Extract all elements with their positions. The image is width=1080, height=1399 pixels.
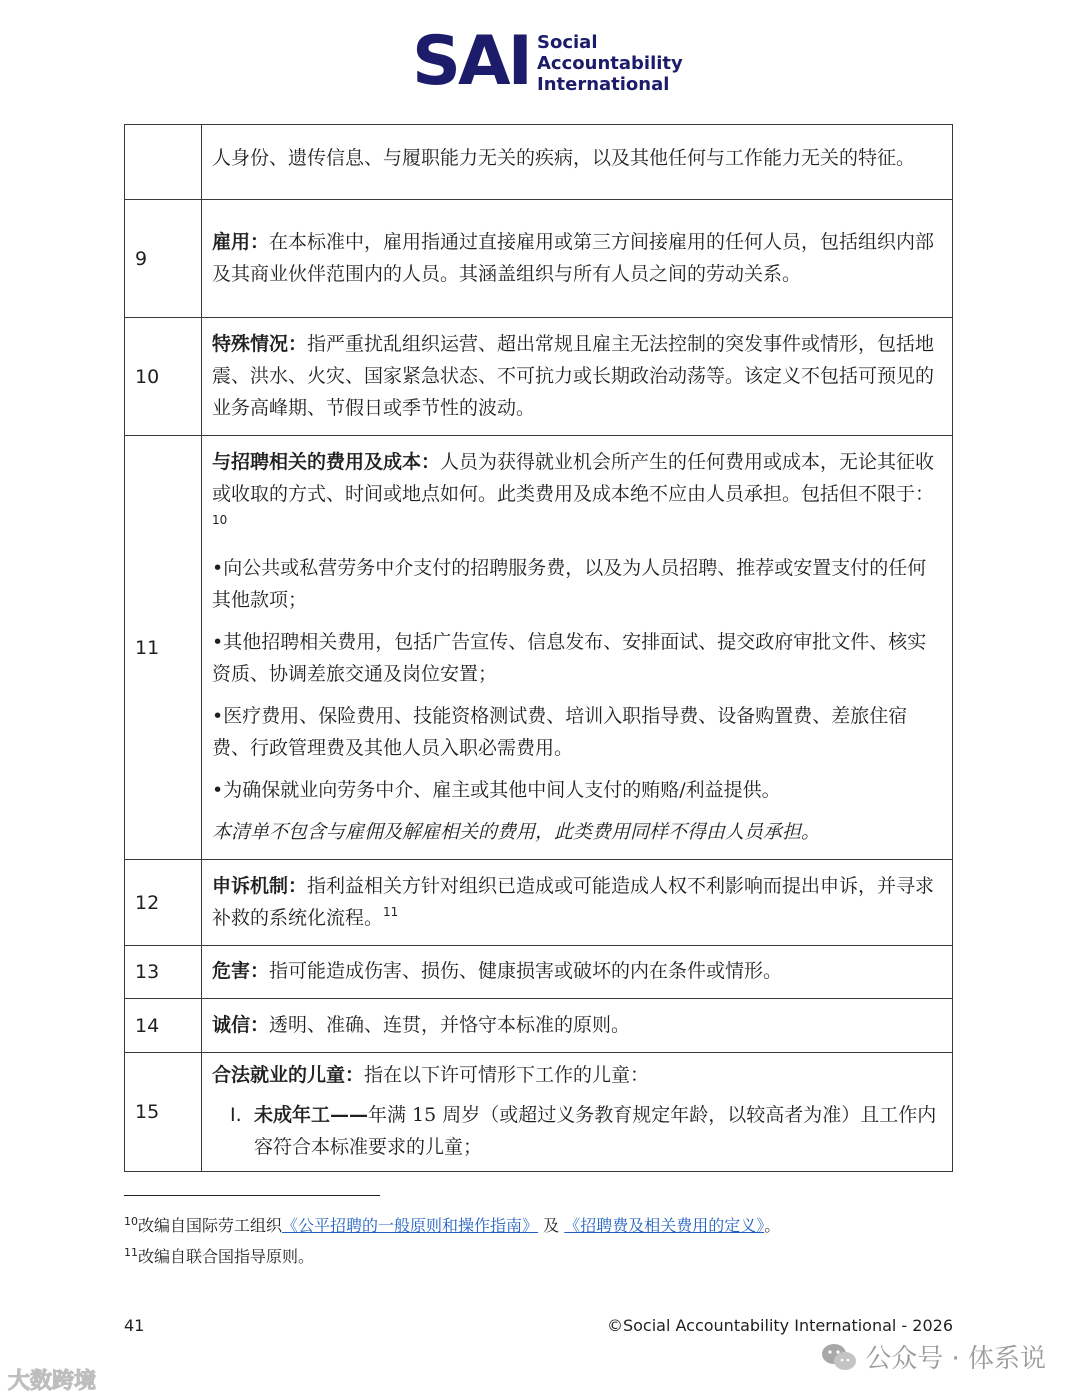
definition-paragraph — [212, 870, 942, 934]
footnote-10 — [124, 1215, 780, 1237]
footnote-11 — [124, 1246, 314, 1268]
footnote-link-guidelines[interactable]: 《公平招聘的一般原则和操作指南》 — [282, 1216, 539, 1235]
row-number: 11 — [125, 436, 202, 860]
definition-term: 诚信： — [212, 1013, 270, 1036]
definition-text: 人员为获得就业机会所产生的任何费用或成本，无论其征收或收取的方式、时间或地点如何。此类费用及成本绝不应由人员承担。包括但不限于： — [212, 450, 935, 505]
footnote-mid-text: 及 — [543, 1216, 560, 1235]
row-number: 10 — [125, 318, 202, 436]
wechat-icon — [821, 1342, 857, 1372]
row-number: 9 — [125, 200, 202, 318]
definition-text: 指可能造成伤害、损伤、健康损害或破坏的内在条件或情形。 — [269, 960, 783, 982]
watermark-right-text: 公众号 · 体系说 — [865, 1344, 1046, 1374]
table-row — [125, 946, 953, 999]
table-row — [125, 1053, 953, 1172]
row-definition — [202, 860, 953, 946]
definitions-table — [124, 124, 953, 1172]
definition-term: 危害： — [212, 960, 270, 982]
logo-line-2: Accountability — [537, 53, 683, 74]
definition-text: 指在以下许可情形下工作的儿童： — [364, 1064, 650, 1086]
row-definition — [202, 200, 953, 318]
definition-paragraph — [212, 446, 942, 542]
sub-item-marker: I. — [230, 1104, 242, 1126]
row-number — [125, 125, 202, 200]
sub-item — [212, 1099, 942, 1163]
copyright: ©Social Accountability International - 2026 — [606, 1316, 953, 1335]
definition-text: 透明、准确、连贯，并恪守本标准的原则。 — [269, 1013, 631, 1036]
definition-paragraph — [212, 328, 942, 424]
row-number: 13 — [125, 946, 202, 999]
table-row — [125, 860, 953, 946]
footnote-link-definition[interactable]: 《招聘费及相关费用的定义》 — [564, 1216, 765, 1235]
footnote-mid — [538, 1216, 564, 1235]
bullet-item: •为确保就业向劳务中介、雇主或其他中间人支付的贿赂/利益提供。 — [212, 778, 781, 801]
definition-term: 特殊情况： — [212, 332, 308, 355]
row-number: 15 — [125, 1053, 202, 1172]
bullet-item: •向公共或私营劳务中介支付的招聘服务费，以及为人员招聘、推荐或安置支付的任何其他款项； — [212, 556, 927, 611]
row-definition — [202, 318, 953, 436]
logo-mark: SAI — [412, 22, 530, 101]
watermark-right — [821, 1338, 1046, 1375]
footnote-suffix: 。 — [764, 1216, 781, 1235]
watermark-left: 大数跨境 — [8, 1369, 97, 1394]
row-definition — [202, 999, 953, 1053]
page-number: 41 — [124, 1316, 145, 1335]
table-row — [125, 436, 953, 860]
sub-item-text: 年满 15 周岁（或超过义务教育规定年龄，以较高者为准）且工作内容符合本标准要求的儿童； — [254, 1104, 937, 1158]
row-number: 12 — [125, 860, 202, 946]
definition-term: 与招聘相关的费用及成本： — [212, 450, 441, 473]
definition-text: 指利益相关方针对组织已造成或可能造成人权不利影响而提出申诉，并寻求补救的系统化流程。 — [212, 874, 935, 929]
definition-paragraph — [212, 226, 942, 290]
definition-paragraph — [212, 1009, 942, 1041]
definition-text: 人身份、遗传信息、与履职能力无关的疾病，以及其他任何与工作能力无关的特征。 — [212, 147, 916, 169]
row-definition — [202, 946, 953, 999]
footnote-ref-10[interactable]: 10 — [212, 512, 228, 527]
table-row — [125, 125, 953, 200]
logo-wordmark — [537, 32, 683, 95]
table-row — [125, 200, 953, 318]
definition-text: 指严重扰乱组织运营、超出常规且雇主无法控制的突发事件或情形，包括地震、洪水、火灾、国家紧急状态、不可抗力或长期政治动荡等。该定义不包括可预见的业务高峰期、节假日或季节性的波动。 — [212, 332, 935, 419]
sub-item-content — [254, 1099, 942, 1163]
definition-term: 申诉机制： — [212, 874, 308, 897]
logo-line-1: Social — [537, 32, 598, 53]
definition-text: 在本标准中，雇用指通过直接雇用或第三方间接雇用的任何人员，包括组织内部及其商业伙伴范围内的人员。其涵盖组织与所有人员之间的劳动关系。 — [212, 230, 935, 285]
footnote-mark: 11 — [124, 1246, 138, 1259]
bullet-item: •其他招聘相关费用，包括广告宣传、信息发布、安排面试、提交政府审批文件、核实资质、协调差旅交通及岗位安置； — [212, 630, 927, 685]
logo-line-3: International — [537, 74, 670, 95]
table-row — [125, 318, 953, 436]
footnote-divider — [124, 1195, 380, 1196]
exclusion-note: 本清单不包含与雇佣及解雇相关的费用，此类费用同样不得由人员承担。 — [212, 820, 821, 843]
row-definition — [202, 436, 953, 860]
table-row — [125, 999, 953, 1053]
footnote-ref-11[interactable]: 11 — [383, 904, 399, 919]
definition-paragraph — [212, 1059, 942, 1091]
definition-term: 雇用： — [212, 230, 270, 253]
row-definition — [202, 1053, 953, 1172]
definition-term: 合法就业的儿童： — [212, 1064, 365, 1086]
row-definition — [202, 125, 953, 200]
footnote-prefix: 改编自国际劳工组织 — [138, 1216, 283, 1235]
footnote-text: 改编自联合国指导原则。 — [138, 1247, 315, 1266]
row-number: 14 — [125, 999, 202, 1053]
bullet-item: •医疗费用、保险费用、技能资格测试费、培训入职指导费、设备购置费、差旅住宿费、行政管理费及其他人员入职必需费用。 — [212, 704, 908, 759]
sai-logo — [412, 22, 683, 101]
footnote-mark: 10 — [124, 1215, 138, 1228]
sub-item-term: 未成年工—— — [254, 1104, 369, 1126]
definition-paragraph — [212, 955, 942, 987]
